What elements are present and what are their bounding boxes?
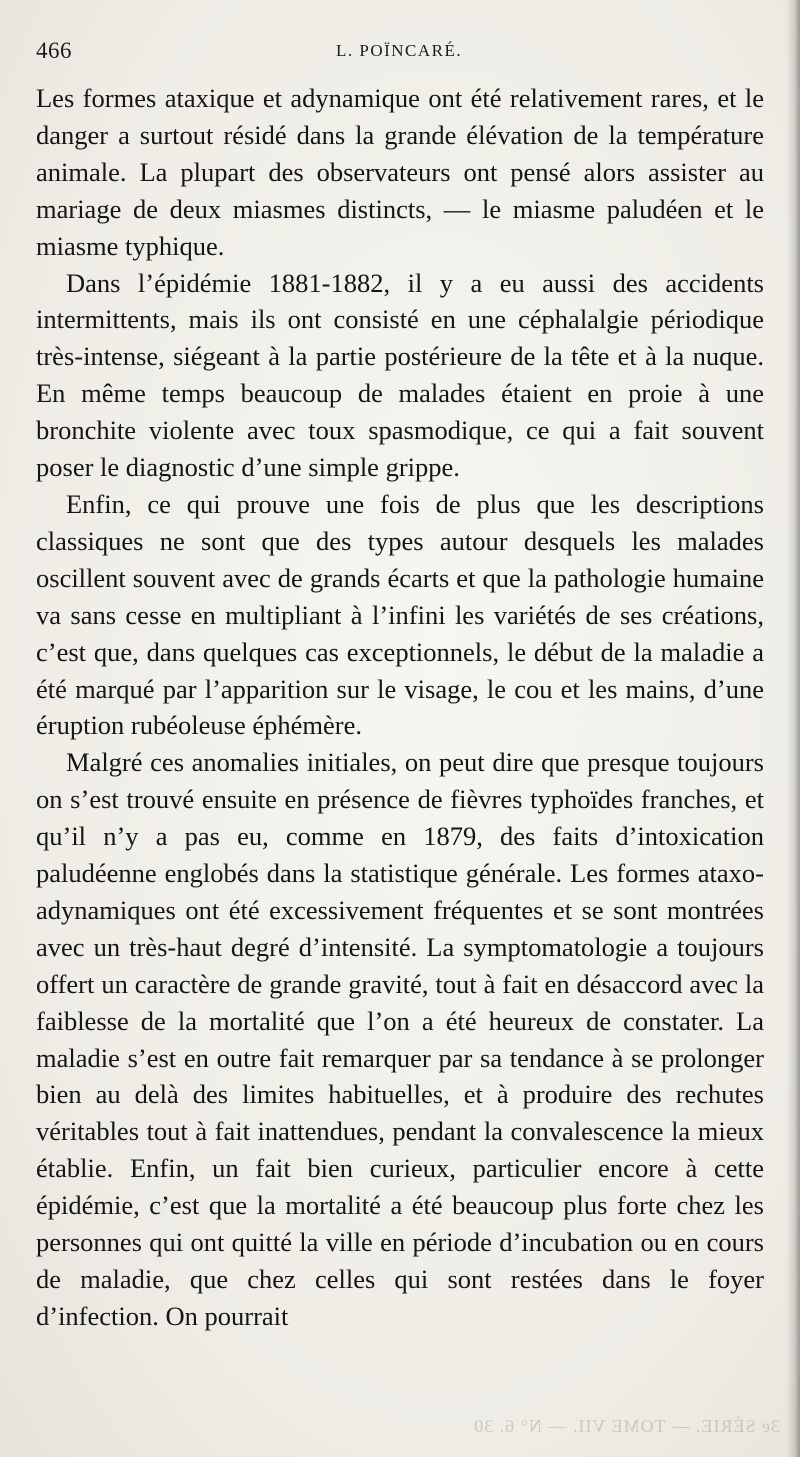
bleed-through-footer: 3e SÉRIE. — TOME VII. — N° 6. 30 xyxy=(473,1416,780,1436)
page-header xyxy=(36,38,766,78)
body-text xyxy=(36,80,764,1335)
paragraph-3: Enfin, ce qui prouve une fois de plus que les descriptions classiques ne sont que des types autour desquels les malades oscillent souvent avec de grands écarts et que la pathologie humaine va sans cesse en multipliant à l’infini les variétés de ses créations, c’est que, dans quelques cas exceptionnels, le début de la maladie a été marqué par l’apparition sur le visage, le cou et les mains, d’une éruption rubéoleuse éphémère. xyxy=(36,488,764,741)
running-head: L. POÏNCARÉ. xyxy=(336,41,463,60)
page-number: 466 xyxy=(36,38,72,63)
spine-shadow xyxy=(786,0,800,1457)
paragraph-4: Malgré ces anomalies initiales, on peut dire que presque toujours on s’est trouvé ensuite en présence de fièvres typhoïdes franches, et qu’il n’y a pas eu, comme en 1879, des faits d’intoxication paludéenne englobés dans la statistique générale. Les formes ataxo-adynamiques ont été excessivement fréquentes et se sont montrées avec un très-haut degré d’intensité. La symptomatologie a toujours offert un caractère de grande gravité, tout à fait en désaccord avec la faiblesse de la mortalité que l’on a été heureux de constater. La maladie s’est en outre fait remarquer par sa tendance à se prolonger bien au delà des limites habituelles, et à produire des rechutes véritables tout à fait inattendues, pendant la convalescence la mieux établie. Enfin, un fait bien curieux, particulier encore à cette épidémie, c’est que la mortalité a été beaucoup plus forte chez les personnes qui ont quitté la ville en période d’incubation ou en cours de maladie, que chez celles qui sont restées dans le foyer d’infection. On pourrait xyxy=(36,747,764,1331)
paragraph-2: Dans l’épidémie 1881-1882, il y a eu aussi des accidents intermittents, mais ils ont consisté en une céphalalgie périodique très-intense, siégeant à la partie postérieure de la tête et à la nuque. En même temps beaucoup de malades étaient en proie à une bronchite violente avec toux spasmodique, ce qui a fait souvent poser le diagnostic d’une simple grippe. xyxy=(36,267,764,483)
paragraph-1: Les formes ataxique et adynamique ont été relativement rares, et le danger a surtout résidé dans la grande élévation de la température animale. La plupart des observateurs ont pensé alors assister au mariage de deux miasmes distincts, — le miasme paludéen et le miasme typhique. xyxy=(36,83,764,261)
